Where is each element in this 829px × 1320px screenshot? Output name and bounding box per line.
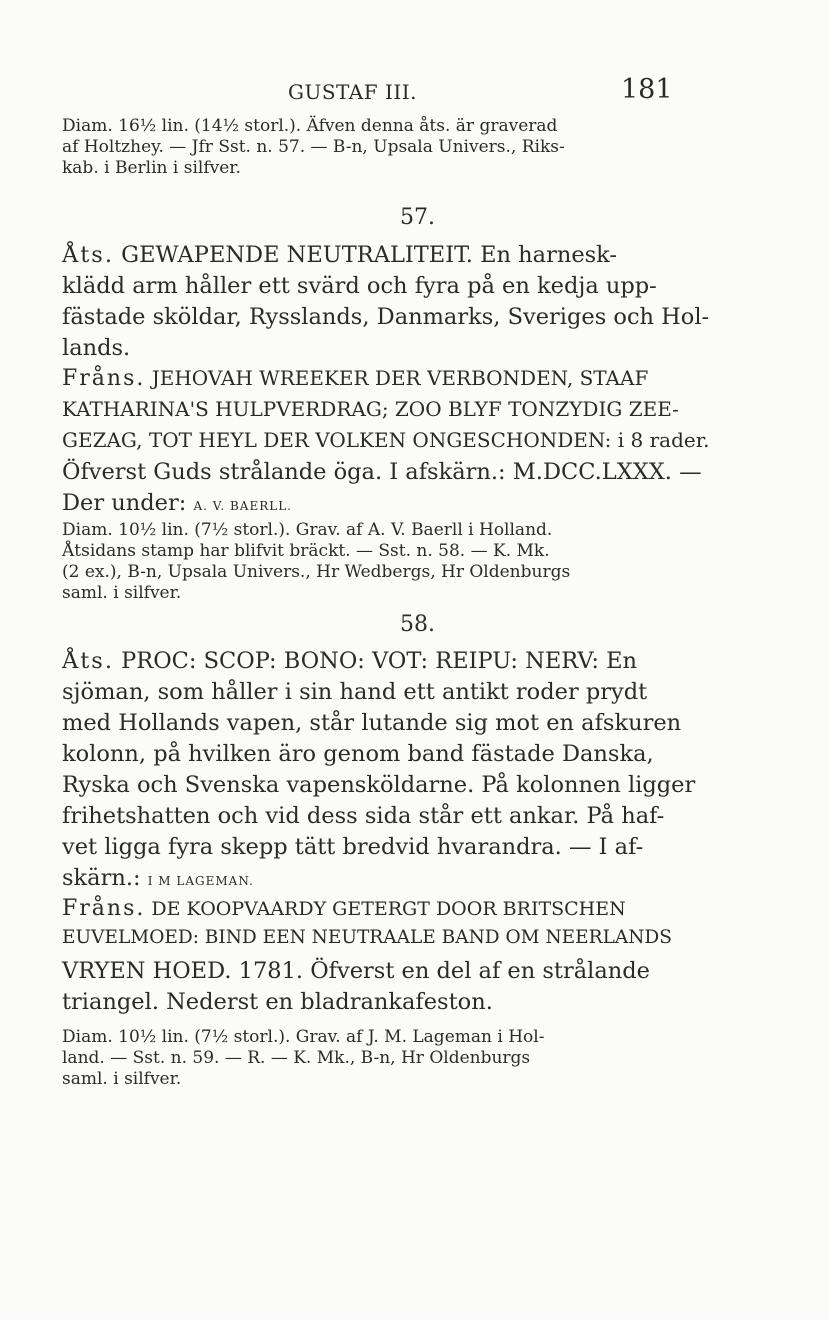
below-label: Der under: bbox=[62, 490, 187, 516]
obverse-line: sjöman, som håller i sin hand ett antikt roder prydt bbox=[62, 679, 648, 705]
obverse-label: Åts. bbox=[62, 242, 114, 268]
note-line: saml. i silfver. bbox=[62, 1069, 182, 1089]
reverse-first-line bbox=[62, 896, 626, 921]
note-line: Diam. 10½ lin. (7½ storl.). Grav. af A. V. Baerll i Holland. bbox=[62, 520, 553, 540]
reverse-label: Fråns. bbox=[62, 366, 146, 391]
obverse-first-line bbox=[62, 648, 637, 674]
reverse-text: DE KOOPVAARDY GETERGT DOOR BRITSCHEN bbox=[151, 898, 626, 920]
obverse-line: klädd arm håller ett svärd och fyra på en kedja upp- bbox=[62, 273, 657, 299]
note-line: (2 ex.), B-n, Upsala Univers., Hr Wedbergs, Hr Oldenburgs bbox=[62, 562, 571, 582]
running-title: GUSTAF III. bbox=[288, 80, 418, 104]
page-number: 181 bbox=[621, 74, 673, 105]
reverse-line: triangel. Nederst en bladrankafeston. bbox=[62, 989, 493, 1015]
note-line: Diam. 10½ lin. (7½ storl.). Grav. af J. M. Lageman i Hol- bbox=[62, 1027, 545, 1047]
note-line: kab. i Berlin i silfver. bbox=[62, 158, 241, 178]
exergue-label: skärn.: bbox=[62, 865, 141, 891]
obverse-text: GEWAPENDE NEUTRALITEIT. En harnesk- bbox=[121, 242, 618, 268]
obverse-line: vet ligga fyra skepp tätt bredvid hvarandra. — I af- bbox=[62, 834, 644, 860]
reverse-label: Fråns. bbox=[62, 896, 146, 921]
obverse-line: kolonn, på hvilken äro genom band fästade Danska, bbox=[62, 741, 654, 767]
note-line: Åtsidans stamp har blifvit bräckt. — Sst. n. 58. — K. Mk. bbox=[62, 541, 550, 561]
obverse-line: med Hollands vapen, står lutande sig mot en afskuren bbox=[62, 710, 682, 736]
engraver-signature: I M LAGEMAN. bbox=[147, 874, 254, 888]
reverse-line: KATHARINA'S HULPVERDRAG; ZOO BLYF TONZYDIG ZEE- bbox=[62, 397, 679, 421]
reverse-text: JEHOVAH WREEKER DER VERBONDEN, STAAF bbox=[151, 366, 649, 390]
obverse-line: fästade sköldar, Rysslands, Danmarks, Sveriges och Hol- bbox=[62, 304, 710, 330]
obverse-text: PROC: SCOP: BONO: VOT: REIPU: NERV: En bbox=[121, 648, 638, 674]
note-line: Diam. 16½ lin. (14½ storl.). Äfven denna åts. är graverad bbox=[62, 116, 558, 136]
note-line: af Holtzhey. — Jfr Sst. n. 57. — B-n, Upsala Univers., Riks- bbox=[62, 137, 565, 157]
note-line: land. — Sst. n. 59. — R. — K. Mk., B-n, Hr Oldenburgs bbox=[62, 1048, 531, 1068]
below-line bbox=[62, 490, 292, 516]
entry-58-number: 58. bbox=[400, 612, 435, 637]
reverse-line: Öfverst Guds strålande öga. I afskärn.: M.DCC.LXXX. — bbox=[62, 459, 702, 485]
obverse-line: lands. bbox=[62, 335, 131, 361]
obverse-last-line bbox=[62, 865, 254, 891]
reverse-line: GEZAG, TOT HEYL DER VOLKEN ONGESCHONDEN: i 8 rader. bbox=[62, 428, 710, 452]
obverse-label: Åts. bbox=[62, 648, 114, 674]
obverse-line: frihetshatten och vid dess sida står ett ankar. På haf- bbox=[62, 803, 665, 829]
running-head bbox=[0, 70, 829, 110]
reverse-first-line bbox=[62, 366, 648, 391]
note-line: saml. i silfver. bbox=[62, 583, 182, 603]
obverse-first-line bbox=[62, 242, 617, 268]
reverse-line: VRYEN HOED. 1781. Öfverst en del af en strålande bbox=[62, 958, 650, 984]
obverse-line: Ryska och Svenska vapensköldarne. På kolonnen ligger bbox=[62, 772, 696, 798]
engraver-signature: A. V. BAERLL. bbox=[193, 499, 292, 513]
entry-57-number: 57. bbox=[400, 205, 435, 230]
reverse-line: EUVELMOED: BIND EEN NEUTRAALE BAND OM NEERLANDS bbox=[62, 927, 672, 948]
